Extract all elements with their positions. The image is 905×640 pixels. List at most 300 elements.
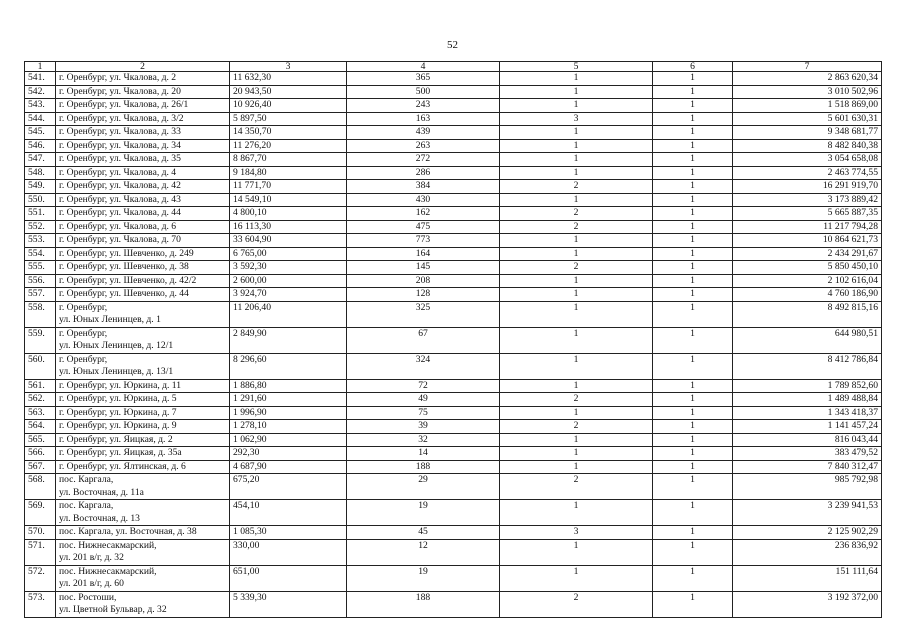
cost-cell: 3 010 502,96 bbox=[733, 85, 882, 99]
cost-cell: 3 054 658,08 bbox=[733, 153, 882, 167]
address-cell bbox=[56, 99, 230, 113]
table-row bbox=[25, 539, 882, 565]
row-number-cell: 557. bbox=[25, 288, 56, 302]
table-row bbox=[25, 99, 882, 113]
residents-cell: 145 bbox=[347, 261, 500, 275]
address-line: г. Оренбург, ул. Чкалова, д. 35 bbox=[59, 153, 181, 164]
residents-cell: 39 bbox=[347, 420, 500, 434]
address-cell bbox=[56, 288, 230, 302]
address-line: г. Оренбург, ул. Чкалова, д. 70 bbox=[59, 234, 181, 245]
address-cell bbox=[56, 327, 230, 353]
area-cell: 675,20 bbox=[230, 474, 347, 500]
table-row bbox=[25, 591, 882, 617]
address-line: ул. Восточная, д. 13 bbox=[59, 512, 140, 524]
row-number-cell: 549. bbox=[25, 180, 56, 194]
area-cell: 11 632,30 bbox=[230, 72, 347, 86]
residents-cell: 19 bbox=[347, 500, 500, 526]
address-line: г. Оренбург, ул. Чкалова, д. 42 bbox=[59, 180, 181, 191]
area-cell: 33 604,90 bbox=[230, 234, 347, 248]
column-6-cell: 1 bbox=[653, 220, 733, 234]
residents-cell: 164 bbox=[347, 247, 500, 261]
residents-cell: 773 bbox=[347, 234, 500, 248]
address-line: г. Оренбург, bbox=[59, 301, 108, 313]
column-6-cell: 1 bbox=[653, 153, 733, 167]
column-5-cell: 1 bbox=[500, 433, 653, 447]
address-line: г. Оренбург, ул. Яицкая, д. 35а bbox=[59, 447, 182, 458]
row-number-cell: 553. bbox=[25, 234, 56, 248]
address-line: ул. 201 в/г, д. 60 bbox=[59, 578, 124, 589]
column-6-cell: 1 bbox=[653, 207, 733, 221]
table-row bbox=[25, 500, 882, 526]
area-cell: 651,00 bbox=[230, 565, 347, 591]
column-5-cell: 2 bbox=[500, 261, 653, 275]
address-line: ул. 201 в/г, д. 32 bbox=[59, 552, 124, 563]
table-row bbox=[25, 379, 882, 393]
cost-cell: 16 291 919,70 bbox=[733, 180, 882, 194]
column-number-row bbox=[25, 62, 882, 72]
column-5-cell: 1 bbox=[500, 193, 653, 207]
address-line: г. Оренбург, ул. Чкалова, д. 4 bbox=[59, 166, 177, 178]
address-line: г. Оренбург, ул. Яицкая, д. 2 bbox=[59, 433, 173, 445]
cost-cell: 1 789 852,60 bbox=[733, 379, 882, 393]
column-5-cell: 2 bbox=[500, 393, 653, 407]
residents-cell: 45 bbox=[347, 526, 500, 540]
row-number-cell: 563. bbox=[25, 406, 56, 420]
column-6-cell: 1 bbox=[653, 85, 733, 99]
row-number-cell: 554. bbox=[25, 247, 56, 261]
table-row bbox=[25, 85, 882, 99]
address-cell bbox=[56, 261, 230, 275]
column-5-cell: 1 bbox=[500, 274, 653, 288]
address-cell bbox=[56, 301, 230, 327]
row-number-cell: 547. bbox=[25, 153, 56, 167]
column-6-cell: 1 bbox=[653, 112, 733, 126]
address-cell bbox=[56, 247, 230, 261]
row-number-cell: 555. bbox=[25, 261, 56, 275]
cost-cell: 3 239 941,53 bbox=[733, 500, 882, 526]
address-cell bbox=[56, 353, 230, 379]
row-number-cell: 544. bbox=[25, 112, 56, 126]
cost-cell: 9 348 681,77 bbox=[733, 126, 882, 140]
column-5-cell: 1 bbox=[500, 126, 653, 140]
residents-cell: 243 bbox=[347, 99, 500, 113]
cost-cell: 2 125 902,29 bbox=[733, 526, 882, 540]
residents-cell: 163 bbox=[347, 112, 500, 126]
row-number-cell: 551. bbox=[25, 207, 56, 221]
area-cell: 9 184,80 bbox=[230, 166, 347, 180]
residents-cell: 14 bbox=[347, 447, 500, 461]
address-cell bbox=[56, 112, 230, 126]
column-6-cell: 1 bbox=[653, 379, 733, 393]
row-number-cell: 568. bbox=[25, 474, 56, 500]
address-line: пос. Ростоши, bbox=[59, 591, 117, 603]
column-6-cell: 1 bbox=[653, 539, 733, 565]
cost-cell: 10 864 621,73 bbox=[733, 234, 882, 248]
row-number-cell: 543. bbox=[25, 99, 56, 113]
column-6-cell: 1 bbox=[653, 447, 733, 461]
area-cell: 4 687,90 bbox=[230, 460, 347, 474]
area-cell: 11 206,40 bbox=[230, 301, 347, 327]
address-cell bbox=[56, 193, 230, 207]
housing-registry-table bbox=[24, 61, 882, 618]
address-line: г. Оренбург, ул. Шевченко, д. 44 bbox=[59, 288, 189, 299]
area-cell: 3 924,70 bbox=[230, 288, 347, 302]
cost-cell: 3 173 889,42 bbox=[733, 193, 882, 207]
address-cell bbox=[56, 393, 230, 407]
residents-cell: 365 bbox=[347, 72, 500, 86]
column-6-cell: 1 bbox=[653, 474, 733, 500]
area-cell: 5 339,30 bbox=[230, 591, 347, 617]
row-number-cell: 556. bbox=[25, 274, 56, 288]
cost-cell: 1 343 418,37 bbox=[733, 406, 882, 420]
column-5-cell: 1 bbox=[500, 447, 653, 461]
cost-cell: 985 792,98 bbox=[733, 474, 882, 500]
area-cell: 1 291,60 bbox=[230, 393, 347, 407]
column-5-cell: 1 bbox=[500, 353, 653, 379]
residents-cell: 188 bbox=[347, 591, 500, 617]
column-5-cell: 1 bbox=[500, 288, 653, 302]
table-row bbox=[25, 234, 882, 248]
area-cell: 292,30 bbox=[230, 447, 347, 461]
residents-cell: 286 bbox=[347, 166, 500, 180]
address-line: пос. Нижнесакмарский, bbox=[59, 539, 157, 551]
area-cell: 3 592,30 bbox=[230, 261, 347, 275]
address-line: г. Оренбург, ул. Шевченко, д. 42/2 bbox=[59, 274, 197, 286]
address-cell bbox=[56, 379, 230, 393]
column-6-cell: 1 bbox=[653, 261, 733, 275]
address-line: г. Оренбург, ул. Шевченко, д. 249 bbox=[59, 247, 194, 259]
address-cell bbox=[56, 274, 230, 288]
cost-cell: 2 434 291,67 bbox=[733, 247, 882, 261]
area-cell: 1 085,30 bbox=[230, 526, 347, 540]
address-line: г. Оренбург, bbox=[59, 327, 108, 339]
column-header: 1 bbox=[25, 62, 56, 72]
area-cell: 1 996,90 bbox=[230, 406, 347, 420]
row-number-cell: 562. bbox=[25, 393, 56, 407]
table-row bbox=[25, 460, 882, 474]
cost-cell: 7 840 312,47 bbox=[733, 460, 882, 474]
column-6-cell: 1 bbox=[653, 353, 733, 379]
table-row bbox=[25, 301, 882, 327]
table-row bbox=[25, 526, 882, 540]
area-cell: 2 600,00 bbox=[230, 274, 347, 288]
area-cell: 20 943,50 bbox=[230, 85, 347, 99]
residents-cell: 475 bbox=[347, 220, 500, 234]
area-cell: 454,10 bbox=[230, 500, 347, 526]
column-5-cell: 2 bbox=[500, 207, 653, 221]
cost-cell: 11 217 794,28 bbox=[733, 220, 882, 234]
column-6-cell: 1 bbox=[653, 193, 733, 207]
cost-cell: 1 141 457,24 bbox=[733, 420, 882, 434]
area-cell: 4 800,10 bbox=[230, 207, 347, 221]
address-line: пос. Нижнесакмарский, bbox=[59, 565, 157, 577]
row-number-cell: 566. bbox=[25, 447, 56, 461]
residents-cell: 188 bbox=[347, 460, 500, 474]
column-header: 3 bbox=[230, 62, 347, 72]
column-5-cell: 2 bbox=[500, 591, 653, 617]
residents-cell: 263 bbox=[347, 139, 500, 153]
row-number-cell: 571. bbox=[25, 539, 56, 565]
column-6-cell: 1 bbox=[653, 406, 733, 420]
column-header: 7 bbox=[733, 62, 882, 72]
column-6-cell: 1 bbox=[653, 526, 733, 540]
address-line: г. Оренбург, ул. Чкалова, д. 33 bbox=[59, 126, 181, 137]
column-5-cell: 1 bbox=[500, 72, 653, 86]
table-row bbox=[25, 288, 882, 302]
row-number-cell: 550. bbox=[25, 193, 56, 207]
address-line: ул. Юных Ленинцев, д. 12/1 bbox=[59, 340, 174, 351]
table-row bbox=[25, 447, 882, 461]
residents-cell: 430 bbox=[347, 193, 500, 207]
residents-cell: 75 bbox=[347, 406, 500, 420]
column-6-cell: 1 bbox=[653, 288, 733, 302]
cost-cell: 3 192 372,00 bbox=[733, 591, 882, 617]
area-cell: 6 765,00 bbox=[230, 247, 347, 261]
cost-cell: 4 760 186,90 bbox=[733, 288, 882, 302]
row-number-cell: 541. bbox=[25, 72, 56, 86]
table-row bbox=[25, 261, 882, 275]
cost-cell: 1 489 488,84 bbox=[733, 393, 882, 407]
address-line: г. Оренбург, ул. Чкалова, д. 2 bbox=[59, 72, 177, 83]
table-row bbox=[25, 126, 882, 140]
column-5-cell: 2 bbox=[500, 220, 653, 234]
address-cell bbox=[56, 565, 230, 591]
column-5-cell: 1 bbox=[500, 153, 653, 167]
cost-cell: 2 102 616,04 bbox=[733, 274, 882, 288]
address-line: г. Оренбург, ул. Юркина, д. 7 bbox=[59, 406, 177, 418]
address-cell bbox=[56, 420, 230, 434]
address-cell bbox=[56, 234, 230, 248]
area-cell: 8 867,70 bbox=[230, 153, 347, 167]
area-cell: 8 296,60 bbox=[230, 353, 347, 379]
residents-cell: 208 bbox=[347, 274, 500, 288]
area-cell: 5 897,50 bbox=[230, 112, 347, 126]
table-row bbox=[25, 565, 882, 591]
column-header: 6 bbox=[653, 62, 733, 72]
address-cell bbox=[56, 207, 230, 221]
table-row bbox=[25, 420, 882, 434]
cost-cell: 8 482 840,38 bbox=[733, 139, 882, 153]
column-5-cell: 1 bbox=[500, 166, 653, 180]
address-line: г. Оренбург, ул. Чкалова, д. 43 bbox=[59, 193, 181, 205]
address-line: ул. Юных Ленинцев, д. 1 bbox=[59, 314, 161, 325]
cost-cell: 816 043,44 bbox=[733, 433, 882, 447]
table-row bbox=[25, 474, 882, 500]
column-6-cell: 1 bbox=[653, 139, 733, 153]
column-5-cell: 2 bbox=[500, 420, 653, 434]
address-cell bbox=[56, 447, 230, 461]
cost-cell: 5 850 450,10 bbox=[733, 261, 882, 275]
row-number-cell: 569. bbox=[25, 500, 56, 526]
area-cell: 1 062,90 bbox=[230, 433, 347, 447]
column-6-cell: 1 bbox=[653, 274, 733, 288]
row-number-cell: 565. bbox=[25, 433, 56, 447]
residents-cell: 67 bbox=[347, 327, 500, 353]
address-line: ул. Восточная, д. 11а bbox=[59, 486, 144, 498]
address-cell bbox=[56, 85, 230, 99]
row-number-cell: 564. bbox=[25, 420, 56, 434]
column-5-cell: 1 bbox=[500, 85, 653, 99]
address-cell bbox=[56, 526, 230, 540]
column-6-cell: 1 bbox=[653, 126, 733, 140]
residents-cell: 500 bbox=[347, 85, 500, 99]
row-number-cell: 559. bbox=[25, 327, 56, 353]
address-line: г. Оренбург, bbox=[59, 353, 108, 365]
residents-cell: 12 bbox=[347, 539, 500, 565]
table-row bbox=[25, 433, 882, 447]
area-cell: 14 350,70 bbox=[230, 126, 347, 140]
table-row bbox=[25, 393, 882, 407]
table-row bbox=[25, 112, 882, 126]
column-6-cell: 1 bbox=[653, 565, 733, 591]
area-cell: 330,00 bbox=[230, 539, 347, 565]
table-row bbox=[25, 220, 882, 234]
column-6-cell: 1 bbox=[653, 327, 733, 353]
row-number-cell: 560. bbox=[25, 353, 56, 379]
residents-cell: 72 bbox=[347, 379, 500, 393]
row-number-cell: 546. bbox=[25, 139, 56, 153]
column-header: 5 bbox=[500, 62, 653, 72]
address-line: г. Оренбург, ул. Чкалова, д. 20 bbox=[59, 85, 181, 97]
table-row bbox=[25, 274, 882, 288]
table-body bbox=[25, 72, 882, 618]
column-5-cell: 1 bbox=[500, 327, 653, 353]
row-number-cell: 567. bbox=[25, 460, 56, 474]
address-line: ул. Цветной Бульвар, д. 32 bbox=[59, 604, 167, 615]
cost-cell: 151 111,64 bbox=[733, 565, 882, 591]
residents-cell: 29 bbox=[347, 474, 500, 500]
cost-cell: 644 980,51 bbox=[733, 327, 882, 353]
column-5-cell: 1 bbox=[500, 539, 653, 565]
table-row bbox=[25, 247, 882, 261]
column-6-cell: 1 bbox=[653, 166, 733, 180]
address-cell bbox=[56, 433, 230, 447]
residents-cell: 325 bbox=[347, 301, 500, 327]
row-number-cell: 548. bbox=[25, 166, 56, 180]
table-row bbox=[25, 153, 882, 167]
address-cell bbox=[56, 474, 230, 500]
column-6-cell: 1 bbox=[653, 72, 733, 86]
row-number-cell: 558. bbox=[25, 301, 56, 327]
row-number-cell: 545. bbox=[25, 126, 56, 140]
address-cell bbox=[56, 139, 230, 153]
column-5-cell: 2 bbox=[500, 474, 653, 500]
table-row bbox=[25, 166, 882, 180]
row-number-cell: 561. bbox=[25, 379, 56, 393]
address-line: г. Оренбург, ул. Чкалова, д. 26/1 bbox=[59, 99, 189, 110]
column-6-cell: 1 bbox=[653, 393, 733, 407]
address-line: ул. Юных Ленинцев, д. 13/1 bbox=[59, 366, 174, 377]
row-number-cell: 542. bbox=[25, 85, 56, 99]
cost-cell: 1 518 869,00 bbox=[733, 99, 882, 113]
column-5-cell: 3 bbox=[500, 112, 653, 126]
cost-cell: 8 412 786,84 bbox=[733, 353, 882, 379]
address-line: пос. Каргала, bbox=[59, 474, 114, 485]
address-line: пос. Каргала, bbox=[59, 500, 114, 511]
address-line: г. Оренбург, ул. Чкалова, д. 3/2 bbox=[59, 112, 184, 124]
column-header: 4 bbox=[347, 62, 500, 72]
residents-cell: 19 bbox=[347, 565, 500, 591]
address-cell bbox=[56, 406, 230, 420]
table-row bbox=[25, 207, 882, 221]
column-6-cell: 1 bbox=[653, 247, 733, 261]
column-5-cell: 1 bbox=[500, 406, 653, 420]
cost-cell: 2 863 620,34 bbox=[733, 72, 882, 86]
address-cell bbox=[56, 180, 230, 194]
column-5-cell: 1 bbox=[500, 301, 653, 327]
address-line: г. Оренбург, ул. Юркина, д. 11 bbox=[59, 379, 182, 391]
row-number-cell: 573. bbox=[25, 591, 56, 617]
row-number-cell: 570. bbox=[25, 526, 56, 540]
column-6-cell: 1 bbox=[653, 301, 733, 327]
column-5-cell: 2 bbox=[500, 180, 653, 194]
column-6-cell: 1 bbox=[653, 234, 733, 248]
residents-cell: 49 bbox=[347, 393, 500, 407]
address-cell bbox=[56, 126, 230, 140]
column-6-cell: 1 bbox=[653, 591, 733, 617]
address-line: г. Оренбург, ул. Чкалова, д. 34 bbox=[59, 139, 181, 151]
address-line: пос. Каргала, ул. Восточная, д. 38 bbox=[59, 526, 197, 537]
column-6-cell: 1 bbox=[653, 180, 733, 194]
column-5-cell: 1 bbox=[500, 460, 653, 474]
area-cell: 1 886,80 bbox=[230, 379, 347, 393]
address-cell bbox=[56, 500, 230, 526]
table-row bbox=[25, 139, 882, 153]
area-cell: 1 278,10 bbox=[230, 420, 347, 434]
residents-cell: 439 bbox=[347, 126, 500, 140]
cost-cell: 2 463 774,55 bbox=[733, 166, 882, 180]
residents-cell: 272 bbox=[347, 153, 500, 167]
table-row bbox=[25, 406, 882, 420]
column-5-cell: 1 bbox=[500, 565, 653, 591]
column-5-cell: 1 bbox=[500, 99, 653, 113]
address-cell bbox=[56, 460, 230, 474]
address-cell bbox=[56, 153, 230, 167]
cost-cell: 236 836,92 bbox=[733, 539, 882, 565]
table-row bbox=[25, 353, 882, 379]
cost-cell: 5 665 887,35 bbox=[733, 207, 882, 221]
area-cell: 2 849,90 bbox=[230, 327, 347, 353]
residents-cell: 324 bbox=[347, 353, 500, 379]
column-5-cell: 3 bbox=[500, 526, 653, 540]
column-6-cell: 1 bbox=[653, 99, 733, 113]
address-line: г. Оренбург, ул. Ялтинская, д. 6 bbox=[59, 460, 186, 472]
column-5-cell: 1 bbox=[500, 234, 653, 248]
area-cell: 14 549,10 bbox=[230, 193, 347, 207]
row-number-cell: 572. bbox=[25, 565, 56, 591]
column-5-cell: 1 bbox=[500, 247, 653, 261]
cost-cell: 5 601 630,31 bbox=[733, 112, 882, 126]
address-line: г. Оренбург, ул. Чкалова, д. 6 bbox=[59, 220, 177, 232]
address-line: г. Оренбург, ул. Шевченко, д. 38 bbox=[59, 261, 189, 272]
table-row bbox=[25, 193, 882, 207]
column-6-cell: 1 bbox=[653, 433, 733, 447]
residents-cell: 32 bbox=[347, 433, 500, 447]
column-5-cell: 1 bbox=[500, 500, 653, 526]
area-cell: 11 771,70 bbox=[230, 180, 347, 194]
address-line: г. Оренбург, ул. Чкалова, д. 44 bbox=[59, 207, 181, 218]
area-cell: 10 926,40 bbox=[230, 99, 347, 113]
address-cell bbox=[56, 220, 230, 234]
address-cell bbox=[56, 166, 230, 180]
row-number-cell: 552. bbox=[25, 220, 56, 234]
column-5-cell: 1 bbox=[500, 139, 653, 153]
column-6-cell: 1 bbox=[653, 500, 733, 526]
area-cell: 16 113,30 bbox=[230, 220, 347, 234]
table-row bbox=[25, 180, 882, 194]
address-cell bbox=[56, 72, 230, 86]
area-cell: 11 276,20 bbox=[230, 139, 347, 153]
